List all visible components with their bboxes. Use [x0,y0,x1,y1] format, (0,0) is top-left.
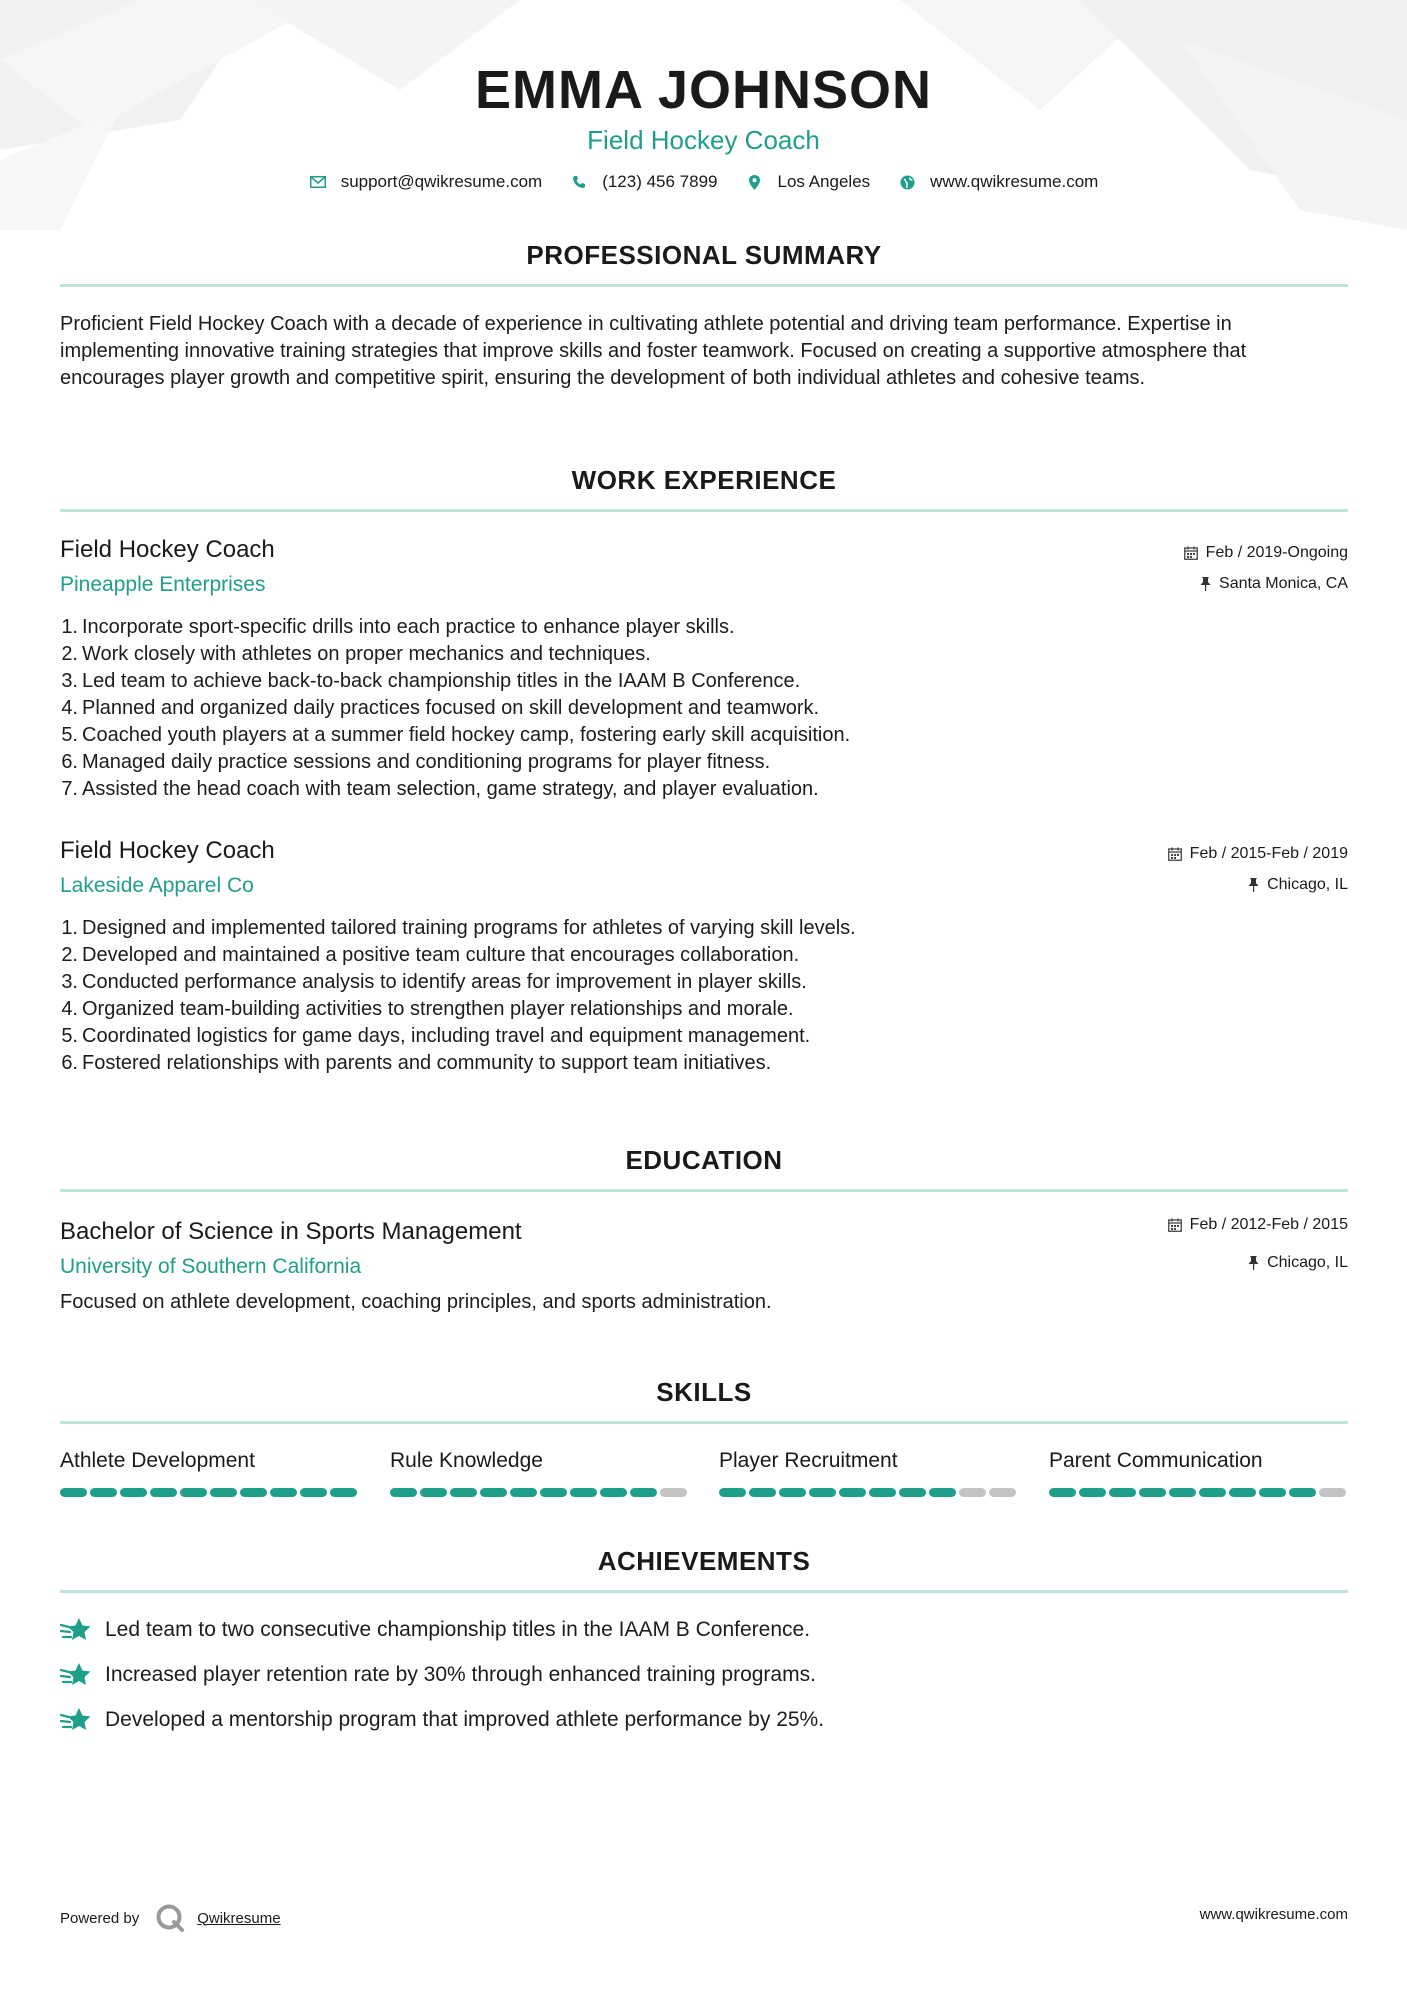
phone-icon [570,173,588,191]
list-item: 2. Developed and maintained a positive team culture that encourages collaboration. [61,944,800,966]
pushpin-icon [1248,878,1259,892]
powered-by-label: Powered by [60,1909,140,1927]
skill-dot-filled [270,1488,297,1497]
job-dates [1168,845,1348,863]
section-divider [60,284,1348,287]
section-title-skills: SKILLS [656,1377,752,1407]
skill-dot-filled [1139,1488,1166,1497]
skill-dot-filled [210,1488,237,1497]
resume-header [0,60,1407,156]
skill-rating [1049,1488,1349,1497]
list-item: 3. Conducted performance analysis to identify areas for improvement in player skills. [61,971,807,993]
list-item: 2. Work closely with athletes on proper mechanics and techniques. [61,643,651,665]
pushpin-icon [1200,577,1211,591]
contact-email[interactable] [309,172,543,192]
skill-dot-filled [1109,1488,1136,1497]
job-location-text: Chicago, IL [1267,876,1348,893]
achievement-text: Developed a mentorship program that improved athlete performance by 25%. [105,1708,825,1731]
skill-dot-filled [1169,1488,1196,1497]
skill-dot-filled [1229,1488,1256,1497]
job-location [1248,876,1348,894]
job-dates [1184,544,1348,562]
section-divider [60,509,1348,512]
website-text: www.qwikresume.com [930,172,1099,191]
section-divider [60,1189,1348,1192]
skill-dot-filled [390,1488,417,1497]
list-item: 4. Planned and organized daily practices focused on skill development and teamwork. [61,697,820,719]
achievement-text: Led team to two consecutive championship titles in the IAAM B Conference. [105,1618,811,1641]
skill-dot-filled [839,1488,866,1497]
skill-dot-filled [749,1488,776,1497]
education-dates-text: Feb / 2012-Feb / 2015 [1189,1216,1348,1233]
achievement-item [60,1616,810,1644]
skill-dot-filled [600,1488,627,1497]
job-title: Field Hockey Coach [60,536,275,563]
skill-dot-filled [540,1488,567,1497]
skill-dot-filled [809,1488,836,1497]
skill-dot-filled [929,1488,956,1497]
skill-dot-filled [300,1488,327,1497]
section-divider [60,1590,1348,1593]
skill-dot-filled [1259,1488,1286,1497]
skill-dot-filled [480,1488,507,1497]
skill-dot-filled [1289,1488,1316,1497]
achievement-text: Increased player retention rate by 30% through enhanced training programs. [105,1663,816,1686]
list-item: 5. Coordinated logistics for game days, including travel and equipment management. [61,1025,811,1047]
skill-dot-filled [90,1488,117,1497]
skill-dot-empty [989,1488,1016,1497]
skill-dot-empty [959,1488,986,1497]
section-title-summary: PROFESSIONAL SUMMARY [526,240,882,270]
calendar-icon [1184,546,1198,560]
skill-dot-filled [630,1488,657,1497]
achievement-item [60,1706,824,1734]
skill-item [1049,1448,1349,1497]
skill-dot-filled [570,1488,597,1497]
skill-dot-filled [719,1488,746,1497]
skill-dot-filled [869,1488,896,1497]
job-company: Pineapple Enterprises [60,573,266,596]
achievement-item [60,1661,816,1689]
skill-dot-filled [1079,1488,1106,1497]
footer-powered-by [60,1903,281,1933]
envelope-icon [309,173,327,191]
skill-dot-empty [660,1488,687,1497]
skill-dot-filled [510,1488,537,1497]
job-dates-text: Feb / 2019-Ongoing [1205,544,1348,561]
candidate-role: Field Hockey Coach [587,125,820,155]
calendar-icon [1168,847,1182,861]
skill-name: Athlete Development [60,1449,255,1472]
section-title-experience: WORK EXPERIENCE [571,465,837,495]
list-item: 7. Assisted the head coach with team selection, game strategy, and player evaluation. [61,778,819,800]
skill-name: Player Recruitment [719,1449,898,1472]
skill-dot-filled [330,1488,357,1497]
contact-phone[interactable] [570,172,717,192]
skill-dot-filled [450,1488,477,1497]
skill-dot-filled [180,1488,207,1497]
location-text: Los Angeles [777,172,871,191]
email-text: support@qwikresume.com [340,172,543,191]
job-responsibilities [54,915,856,1077]
skill-item [390,1448,690,1497]
shooting-star-icon [60,1706,92,1734]
skill-rating [390,1488,690,1497]
education-school: University of Southern California [60,1255,362,1278]
skill-rating [719,1488,1019,1497]
education-degree: Bachelor of Science in Sports Management [60,1218,522,1245]
skill-dot-filled [60,1488,87,1497]
skill-dot-filled [420,1488,447,1497]
list-item: 6. Fostered relationships with parents and community to support team initiatives. [61,1052,772,1074]
education-dates [1168,1216,1348,1234]
skill-dot-filled [1199,1488,1226,1497]
education-location [1248,1254,1348,1272]
pushpin-icon [1248,1256,1259,1270]
phone-text: (123) 456 7899 [602,172,718,191]
footer-website[interactable]: www.qwikresume.com [1199,1906,1348,1923]
skill-dot-filled [240,1488,267,1497]
map-pin-icon [746,173,764,191]
section-title-education: EDUCATION [625,1145,783,1175]
skill-dot-filled [899,1488,926,1497]
skill-rating [60,1488,360,1497]
calendar-icon [1168,1218,1182,1232]
shooting-star-icon [60,1616,92,1644]
job-company: Lakeside Apparel Co [60,874,254,897]
list-item: 4. Organized team-building activities to strengthen player relationships and morale. [61,998,794,1020]
skill-name: Rule Knowledge [390,1449,543,1472]
job-dates-text: Feb / 2015-Feb / 2019 [1189,845,1348,862]
list-item: 1. Incorporate sport-specific drills into each practice to enhance player skills. [61,616,735,638]
summary-text: Proficient Field Hockey Coach with a decade of experience in cultivating athlete potential and driving team performance. Expertise in implementing innovative training strategies that improve skills and foster teamwork. Focused on creating a supportive atmosphere that encourages player growth and competitive spirit, ensuring the development of both individual athletes and cohesive teams. [60,313,1247,389]
qwikresume-link[interactable]: Qwikresume [197,1909,281,1927]
skill-item [719,1448,1019,1497]
skill-dot-filled [120,1488,147,1497]
contact-bar [0,172,1407,192]
skill-dot-empty [1319,1488,1346,1497]
qwikresume-logo-icon [155,1903,185,1933]
skill-name: Parent Communication [1049,1449,1263,1472]
job-title: Field Hockey Coach [60,837,275,864]
shooting-star-icon [60,1661,92,1689]
skill-dot-filled [779,1488,806,1497]
section-divider [60,1421,1348,1424]
skill-dot-filled [150,1488,177,1497]
list-item: 1. Designed and implemented tailored training programs for athletes of varying skill levels. [61,917,856,939]
job-location [1200,575,1348,593]
job-responsibilities [54,614,850,803]
education-description: Focused on athlete development, coaching principles, and sports administration. [60,1291,772,1313]
section-title-achievements: ACHIEVEMENTS [597,1546,811,1576]
skill-item [60,1448,360,1497]
job-location-text: Santa Monica, CA [1219,575,1348,592]
education-location-text: Chicago, IL [1267,1254,1348,1271]
candidate-name: EMMA JOHNSON [474,60,933,120]
skill-dot-filled [1049,1488,1076,1497]
list-item: 3. Led team to achieve back-to-back championship titles in the IAAM B Conference. [61,670,801,692]
contact-website[interactable] [898,172,1098,192]
list-item: 5. Coached youth players at a summer field hockey camp, fostering early skill acquisition. [61,724,851,746]
list-item: 6. Managed daily practice sessions and conditioning programs for player fitness. [61,751,771,773]
contact-location [746,172,871,192]
globe-icon [898,173,916,191]
